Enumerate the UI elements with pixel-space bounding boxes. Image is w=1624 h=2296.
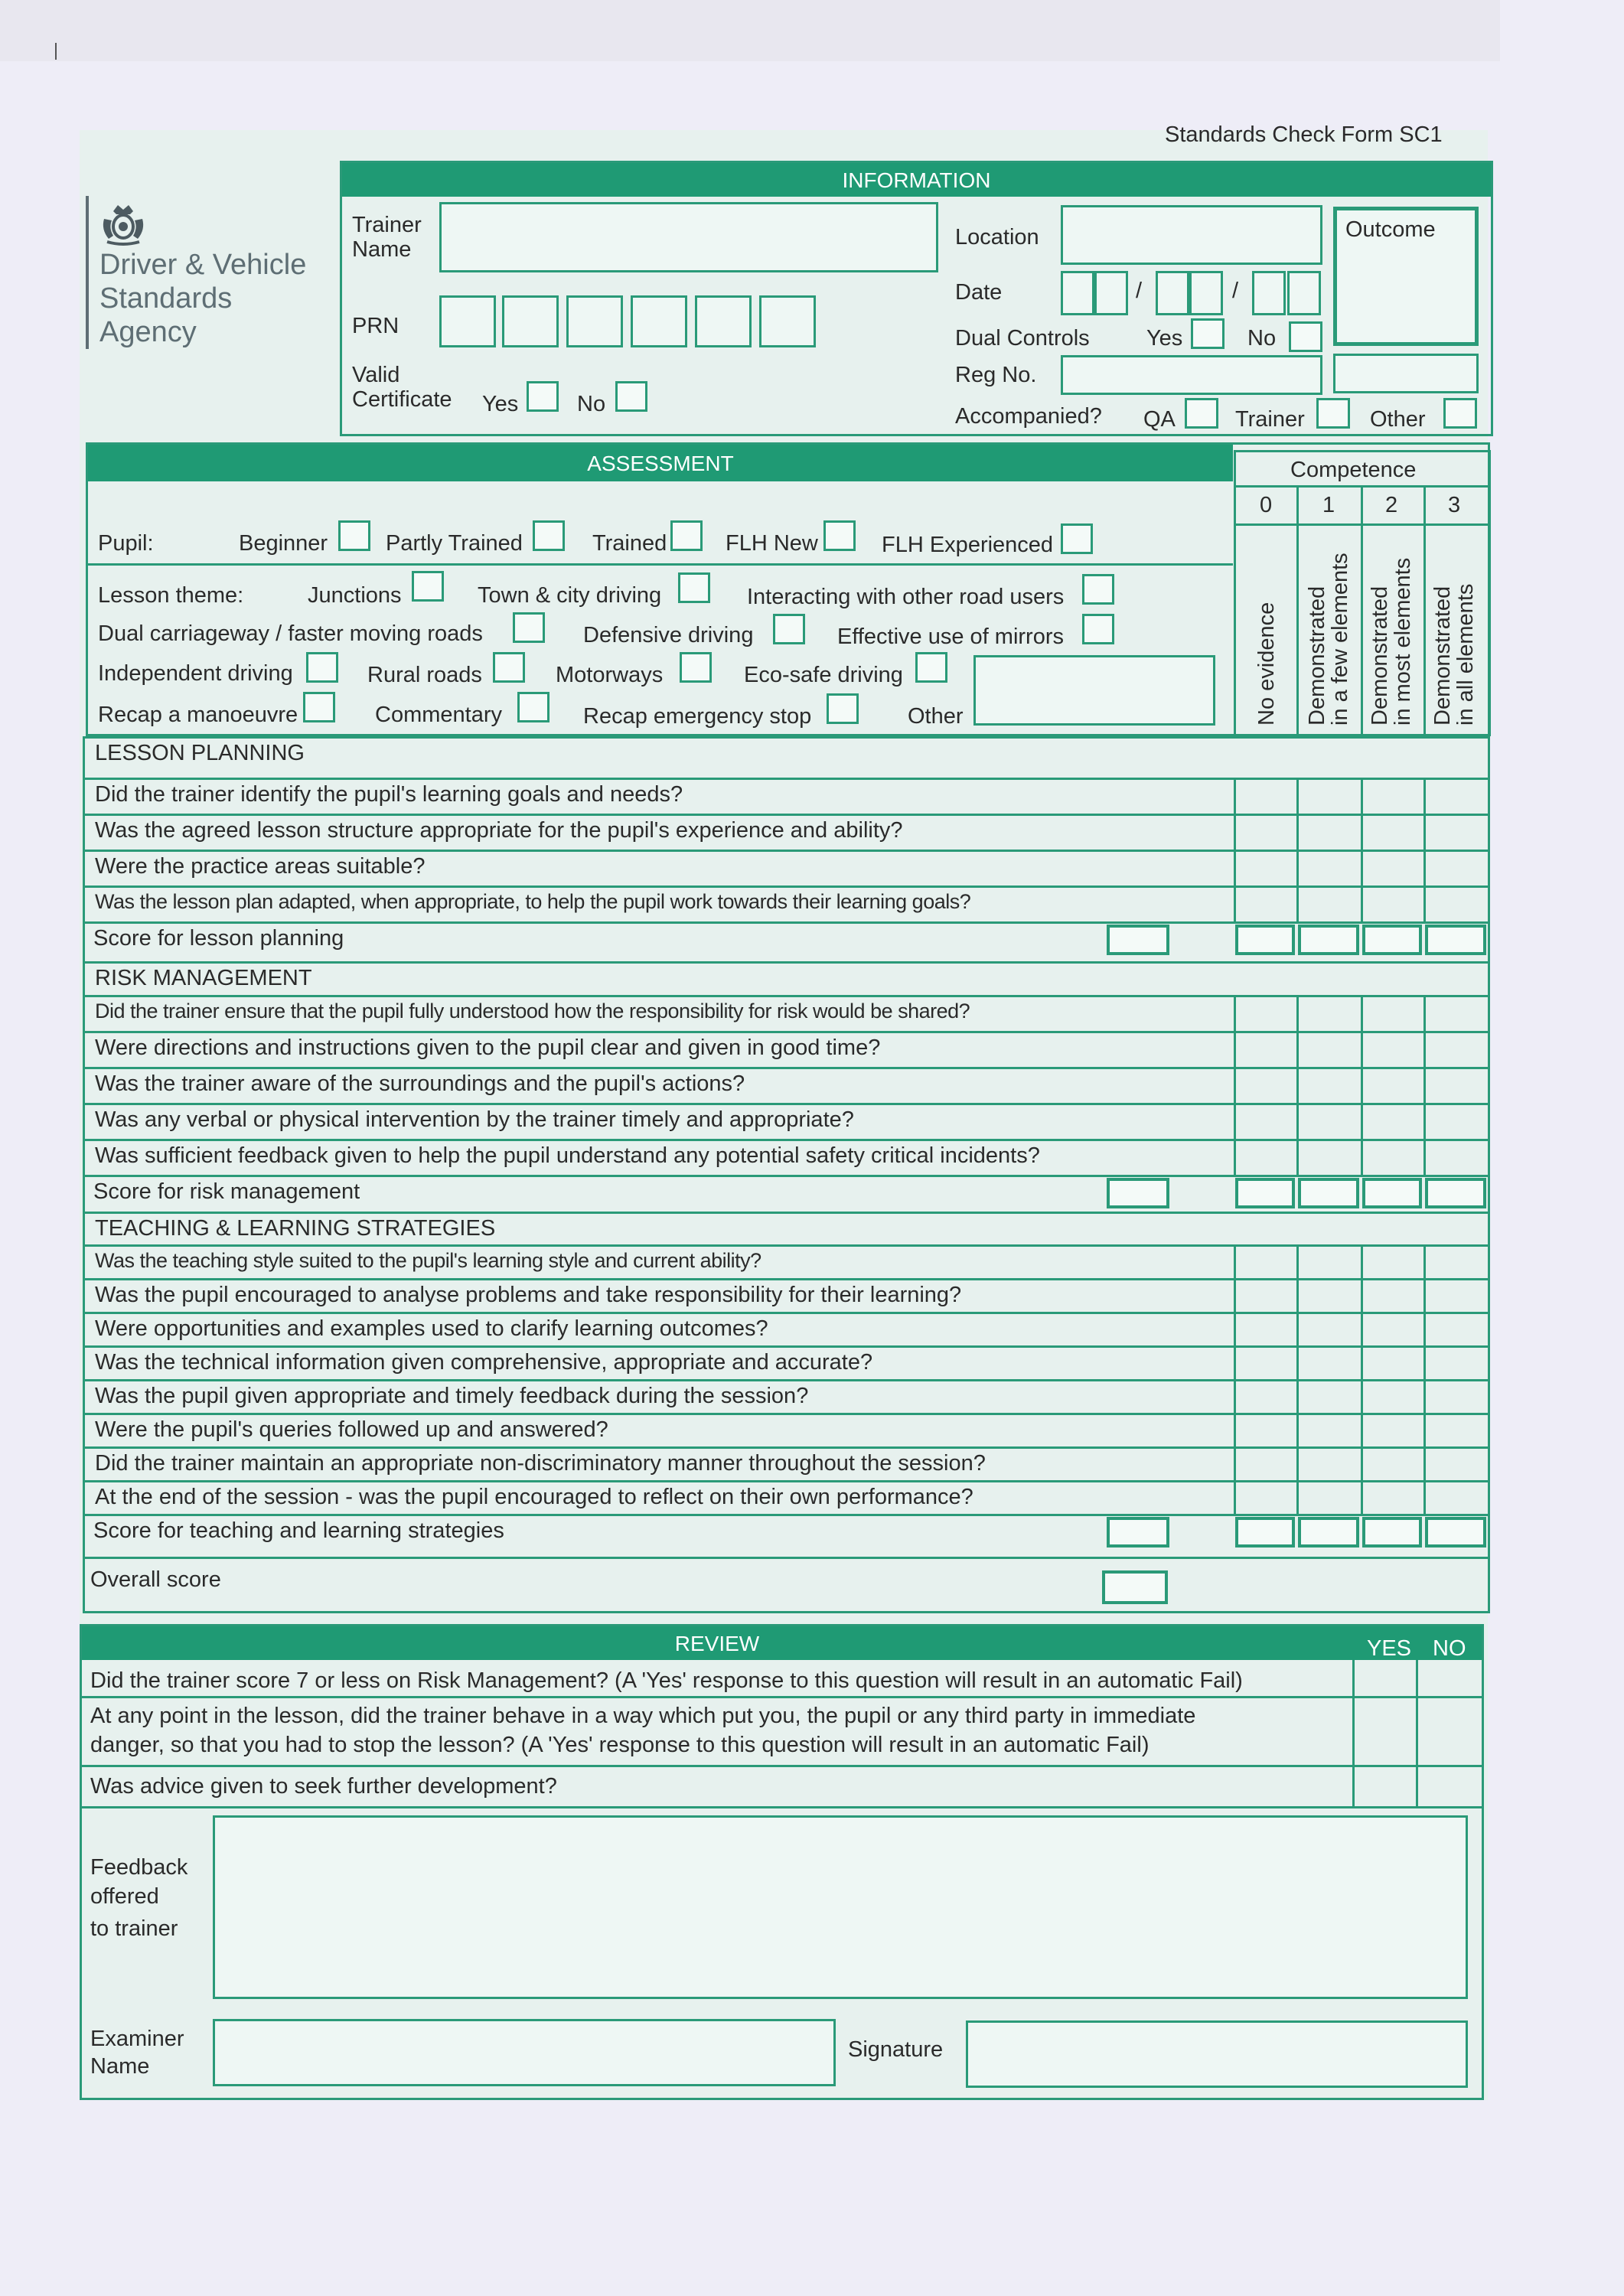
examiner-name-label-2: Name — [90, 2054, 150, 2079]
risk-management-question-2: Were directions and instructions given to the pupil clear and given in good time? — [95, 1035, 881, 1060]
competence-desc-2b: in most elements — [1391, 557, 1415, 726]
lesson-theme-label: Lesson theme: — [98, 583, 244, 608]
competence-desc-3a: Demonstrated — [1430, 585, 1455, 726]
risk-management-q3-score-2[interactable] — [1361, 1067, 1426, 1105]
competence-level-1: 1 — [1322, 493, 1335, 517]
dual-controls-label: Dual Controls — [955, 326, 1090, 351]
risk-management-q5-score-0[interactable] — [1234, 1139, 1299, 1177]
risk-management-question-5: Was sufficient feedback given to help the pupil understand any potential safety critical incidents? — [95, 1143, 1040, 1168]
theme-other-field[interactable] — [973, 655, 1215, 726]
examiner-name-field[interactable] — [213, 2019, 836, 2086]
pupil-flh-new-label: FLH New — [726, 531, 818, 556]
prn-digit-5[interactable] — [695, 295, 752, 347]
competence-col-divider-1 — [1296, 485, 1299, 736]
scan-mark — [55, 43, 57, 60]
teaching-q3-score-1[interactable] — [1296, 1312, 1363, 1348]
date-year-2[interactable] — [1287, 271, 1321, 315]
risk-management-q2-score-3[interactable] — [1423, 1031, 1490, 1069]
risk-management-q3-score-0[interactable] — [1234, 1067, 1299, 1105]
theme-other-label: Other — [908, 704, 964, 729]
pupil-partly-trained-label: Partly Trained — [386, 531, 523, 556]
feedback-field[interactable] — [213, 1815, 1468, 1999]
theme-commentary-checkbox[interactable] — [517, 692, 549, 722]
accompanied-trainer-label: Trainer — [1235, 407, 1305, 432]
review-q3-no-cell[interactable] — [1418, 1767, 1482, 1806]
teaching-score-level-0[interactable] — [1235, 1517, 1295, 1548]
risk-management-q2-score-0[interactable] — [1234, 1031, 1299, 1069]
risk-management-score-level-1[interactable] — [1298, 1178, 1359, 1208]
valid-no-label: No — [577, 392, 606, 416]
dual-controls-yes-checkbox[interactable] — [1191, 318, 1225, 349]
lesson-planning-q2-score-0[interactable] — [1234, 814, 1299, 852]
date-label: Date — [955, 280, 1003, 305]
risk-management-q5-score-2[interactable] — [1361, 1139, 1426, 1177]
risk-management-q3-score-3[interactable] — [1423, 1067, 1490, 1105]
competence-level-3: 3 — [1448, 493, 1461, 517]
theme-ecosafe-checkbox[interactable] — [915, 652, 947, 683]
theme-rural-checkbox[interactable] — [493, 652, 525, 683]
teaching-q3-score-0[interactable] — [1234, 1312, 1299, 1348]
competence-desc-0: No evidence — [1254, 602, 1279, 726]
risk-management-q1-score-2[interactable] — [1361, 995, 1426, 1033]
teaching-q8-score-0[interactable] — [1234, 1480, 1299, 1516]
location-label: Location — [955, 225, 1039, 249]
pupil-beginner-checkbox[interactable] — [338, 520, 370, 551]
theme-junctions-checkbox[interactable] — [412, 571, 444, 602]
review-q3-yes-cell[interactable] — [1355, 1767, 1416, 1806]
risk-management-q2-score-1[interactable] — [1296, 1031, 1363, 1069]
lesson-planning-q2-score-2[interactable] — [1361, 814, 1426, 852]
competence-desc-1b: in a few elements — [1328, 553, 1352, 726]
lesson-planning-title: LESSON PLANNING — [95, 741, 305, 765]
teaching-q2-score-0[interactable] — [1234, 1278, 1299, 1314]
teaching-q8-score-1[interactable] — [1296, 1480, 1363, 1516]
theme-rural-label: Rural roads — [367, 663, 482, 687]
theme-ecosafe-label: Eco-safe driving — [744, 663, 903, 687]
dual-controls-yes-label: Yes — [1146, 326, 1183, 351]
teaching-question-7: Did the trainer maintain an appropriate non-discriminatory manner throughout the session? — [95, 1451, 986, 1476]
teaching-q7-score-3[interactable] — [1423, 1446, 1490, 1482]
accompanied-trainer-checkbox[interactable] — [1316, 398, 1350, 429]
lesson-planning-q4-score-0[interactable] — [1234, 885, 1299, 924]
teaching-question-1: Was the teaching style suited to the pupil's learning style and current ability? — [95, 1249, 761, 1272]
lesson-planning-score-level-3[interactable] — [1425, 925, 1486, 955]
lesson-planning-score-total[interactable] — [1107, 925, 1169, 955]
pupil-trained-label: Trained — [592, 531, 667, 556]
trainer-name-label-2: Name — [352, 237, 412, 262]
teaching-q2-score-1[interactable] — [1296, 1278, 1363, 1314]
risk-management-q4-score-1[interactable] — [1296, 1103, 1363, 1141]
theme-dual-checkbox[interactable] — [513, 612, 545, 643]
scan-top-band — [0, 0, 1500, 61]
overall-score-box[interactable] — [1102, 1570, 1168, 1604]
feedback-label-3: to trainer — [90, 1916, 178, 1941]
teaching-q4-score-3[interactable] — [1423, 1345, 1490, 1381]
valid-yes-checkbox[interactable] — [527, 381, 559, 412]
theme-mirrors-checkbox[interactable] — [1082, 614, 1114, 644]
theme-independent-checkbox[interactable] — [306, 652, 338, 683]
risk-management-question-4: Was any verbal or physical intervention by the trainer timely and appropriate? — [95, 1107, 854, 1132]
teaching-score-divider — [85, 1557, 1488, 1559]
pupil-beginner-label: Beginner — [239, 531, 328, 556]
valid-certificate-label-1: Valid — [352, 363, 400, 387]
review-question-1: Did the trainer score 7 or less on Risk Management? (A 'Yes' response to this question will result in an automatic Fail) — [90, 1668, 1243, 1693]
overall-score-label: Overall score — [90, 1567, 221, 1592]
reg-no-label: Reg No. — [955, 363, 1037, 387]
accompanied-label: Accompanied? — [955, 404, 1102, 429]
theme-junctions-label: Junctions — [308, 583, 402, 608]
lesson-planning-question-2: Was the agreed lesson structure appropriate for the pupil's experience and ability? — [95, 818, 903, 843]
teaching-q6-score-3[interactable] — [1423, 1413, 1490, 1449]
lesson-planning-q1-score-0[interactable] — [1234, 778, 1299, 816]
theme-recap-stop-label: Recap emergency stop — [583, 704, 812, 729]
date-day-1[interactable] — [1061, 271, 1094, 315]
risk-management-q4-score-3[interactable] — [1423, 1103, 1490, 1141]
teaching-q6-score-2[interactable] — [1361, 1413, 1426, 1449]
competence-title: Competence — [1290, 458, 1417, 482]
date-month-2[interactable] — [1189, 271, 1223, 315]
risk-management-q4-score-0[interactable] — [1234, 1103, 1299, 1141]
lesson-planning-q3-score-2[interactable] — [1361, 850, 1426, 888]
competence-level-0: 0 — [1260, 493, 1273, 517]
review-question-2-line1: At any point in the lesson, did the trainer behave in a way which put you, the pupil or any third party in immediate — [90, 1704, 1196, 1728]
teaching-q5-score-2[interactable] — [1361, 1379, 1426, 1415]
lesson-planning-question-3: Were the practice areas suitable? — [95, 854, 426, 879]
teaching-q8-score-3[interactable] — [1423, 1480, 1490, 1516]
review-q1-no-cell[interactable] — [1418, 1662, 1482, 1696]
theme-recap-stop-checkbox[interactable] — [827, 693, 859, 724]
accompanied-qa-label: QA — [1143, 407, 1176, 432]
pupil-row-divider — [88, 563, 1233, 566]
agency-name-line3: Agency — [99, 316, 197, 348]
teaching-q1-score-3[interactable] — [1423, 1244, 1490, 1280]
lesson-planning-question-4: Was the lesson plan adapted, when appropriate, to help the pupil work towards their learning goals? — [95, 890, 971, 913]
prn-digit-6[interactable] — [759, 295, 816, 347]
lesson-planning-q3-score-3[interactable] — [1423, 850, 1490, 888]
teaching-q7-score-0[interactable] — [1234, 1446, 1299, 1482]
review-row-divider-2 — [82, 1765, 1484, 1767]
date-separator-2: / — [1232, 279, 1239, 303]
teaching-q6-score-0[interactable] — [1234, 1413, 1299, 1449]
lesson-planning-q3-score-0[interactable] — [1234, 850, 1299, 888]
trainer-name-field[interactable] — [439, 202, 938, 272]
review-no-label: NO — [1433, 1636, 1466, 1661]
review-header: REVIEW — [82, 1626, 1352, 1660]
theme-mirrors-label: Effective use of mirrors — [837, 625, 1065, 649]
prn-digit-2[interactable] — [502, 295, 559, 347]
lesson-planning-score-level-0[interactable] — [1235, 925, 1295, 955]
agency-name — [99, 248, 306, 349]
competence-level-2: 2 — [1385, 493, 1398, 517]
reg-no-field[interactable] — [1061, 355, 1322, 395]
teaching-question-4: Was the technical information given comprehensive, appropriate and accurate? — [95, 1350, 873, 1375]
review-question-3: Was advice given to seek further development? — [90, 1774, 557, 1799]
date-year-1[interactable] — [1252, 271, 1286, 315]
logo-divider — [86, 196, 89, 349]
lesson-planning-q4-score-2[interactable] — [1361, 885, 1426, 924]
dual-controls-no-label: No — [1247, 326, 1277, 351]
review-yes-label: YES — [1367, 1636, 1412, 1661]
teaching-q5-score-3[interactable] — [1423, 1379, 1490, 1415]
outcome-extra-field[interactable] — [1333, 354, 1479, 393]
review-row-divider-3 — [82, 1806, 1484, 1808]
review-q2-no-cell[interactable] — [1418, 1698, 1482, 1765]
teaching-q7-score-2[interactable] — [1361, 1446, 1426, 1482]
teaching-q5-score-0[interactable] — [1234, 1379, 1299, 1415]
prn-digit-3[interactable] — [566, 295, 623, 347]
agency-name-line1: Driver & Vehicle — [99, 249, 307, 281]
theme-motorways-label: Motorways — [556, 663, 664, 687]
valid-certificate-label-2: Certificate — [352, 387, 452, 412]
risk-management-q1-score-3[interactable] — [1423, 995, 1490, 1033]
theme-town-label: Town & city driving — [478, 583, 662, 608]
lesson-planning-q2-score-3[interactable] — [1423, 814, 1490, 852]
date-month-1[interactable] — [1156, 271, 1189, 315]
teaching-title: TEACHING & LEARNING STRATEGIES — [95, 1216, 496, 1241]
date-day-2[interactable] — [1094, 271, 1128, 315]
teaching-score-level-2[interactable] — [1362, 1517, 1422, 1548]
risk-management-q5-score-3[interactable] — [1423, 1139, 1490, 1177]
competence-desc-2a: Demonstrated — [1368, 585, 1392, 726]
accompanied-other-checkbox[interactable] — [1443, 398, 1477, 429]
risk-management-score-level-0[interactable] — [1235, 1178, 1295, 1208]
teaching-q6-score-1[interactable] — [1296, 1413, 1363, 1449]
signature-label: Signature — [848, 2037, 944, 2062]
teaching-score-label: Score for teaching and learning strategies — [93, 1518, 504, 1543]
competence-col-divider-3 — [1423, 485, 1426, 736]
theme-recap-manoeuvre-label: Recap a manoeuvre — [98, 703, 298, 727]
teaching-q3-score-2[interactable] — [1361, 1312, 1426, 1348]
teaching-question-3: Were opportunities and examples used to clarify learning outcomes? — [95, 1316, 768, 1341]
risk-management-score-divider — [85, 1212, 1488, 1214]
prn-digit-4[interactable] — [631, 295, 687, 347]
teaching-question-8: At the end of the session - was the pupil encouraged to reflect on their own performance? — [95, 1485, 973, 1509]
teaching-q3-score-3[interactable] — [1423, 1312, 1490, 1348]
prn-digit-1[interactable] — [439, 295, 496, 347]
lesson-planning-score-level-2[interactable] — [1362, 925, 1422, 955]
pupil-label: Pupil: — [98, 531, 154, 556]
risk-management-q2-score-2[interactable] — [1361, 1031, 1426, 1069]
royal-crest-icon — [99, 202, 147, 246]
risk-management-score-total[interactable] — [1107, 1178, 1169, 1208]
risk-management-score-level-2[interactable] — [1362, 1178, 1422, 1208]
information-header: INFORMATION — [342, 163, 1491, 197]
teaching-q1-score-1[interactable] — [1296, 1244, 1363, 1280]
feedback-label-1: Feedback — [90, 1855, 188, 1880]
teaching-score-level-3[interactable] — [1425, 1517, 1486, 1548]
teaching-question-6: Were the pupil's queries followed up and answered? — [95, 1417, 608, 1442]
theme-commentary-label: Commentary — [375, 703, 502, 727]
teaching-q4-score-1[interactable] — [1296, 1345, 1363, 1381]
review-q2-yes-cell[interactable] — [1355, 1698, 1416, 1765]
lesson-planning-score-divider — [85, 961, 1488, 964]
review-question-2-line2: danger, so that you had to stop the lesson? (A 'Yes' response to this question will result in an automatic Fail) — [90, 1733, 1150, 1757]
teaching-q2-score-3[interactable] — [1423, 1278, 1490, 1314]
lesson-planning-q4-score-3[interactable] — [1423, 885, 1490, 924]
competence-col-divider-2 — [1361, 485, 1363, 736]
risk-management-q4-score-2[interactable] — [1361, 1103, 1426, 1141]
risk-management-title: RISK MANAGEMENT — [95, 966, 312, 990]
teaching-q4-score-0[interactable] — [1234, 1345, 1299, 1381]
teaching-score-total[interactable] — [1107, 1517, 1169, 1548]
theme-independent-label: Independent driving — [98, 661, 293, 686]
competence-desc-1a: Demonstrated — [1305, 585, 1329, 726]
theme-defensive-checkbox[interactable] — [773, 614, 805, 644]
pupil-trained-checkbox[interactable] — [670, 520, 703, 551]
lesson-planning-q2-score-1[interactable] — [1296, 814, 1363, 852]
prn-label: PRN — [352, 314, 399, 338]
teaching-q1-score-2[interactable] — [1361, 1244, 1426, 1280]
lesson-planning-q1-score-1[interactable] — [1296, 778, 1363, 816]
pupil-flh-experienced-label: FLH Experienced — [882, 533, 1054, 557]
theme-motorways-checkbox[interactable] — [680, 652, 712, 683]
valid-yes-label: Yes — [482, 392, 519, 416]
lesson-planning-q3-score-1[interactable] — [1296, 850, 1363, 888]
risk-management-q3-score-1[interactable] — [1296, 1067, 1363, 1105]
teaching-q4-score-2[interactable] — [1361, 1345, 1426, 1381]
theme-dual-label: Dual carriageway / faster moving roads — [98, 621, 483, 646]
teaching-q8-score-2[interactable] — [1361, 1480, 1426, 1516]
agency-name-line2: Standards — [99, 282, 233, 315]
competence-desc-3b: in all elements — [1453, 583, 1478, 726]
risk-management-question-3: Was the trainer aware of the surroundings and the pupil's actions? — [95, 1071, 745, 1096]
trainer-name-label-1: Trainer — [352, 213, 422, 237]
lesson-planning-score-label: Score for lesson planning — [93, 926, 344, 951]
theme-interacting-checkbox[interactable] — [1082, 574, 1114, 605]
location-field[interactable] — [1061, 205, 1322, 265]
pupil-flh-experienced-checkbox[interactable] — [1061, 523, 1093, 554]
review-q1-yes-cell[interactable] — [1355, 1662, 1416, 1696]
lesson-planning-score-level-1[interactable] — [1298, 925, 1359, 955]
teaching-q7-score-1[interactable] — [1296, 1446, 1363, 1482]
accompanied-qa-checkbox[interactable] — [1185, 398, 1218, 429]
date-separator-1: / — [1136, 279, 1143, 303]
feedback-label-2: offered — [90, 1884, 159, 1909]
outcome-label: Outcome — [1345, 217, 1436, 242]
signature-field[interactable] — [966, 2020, 1468, 2088]
theme-recap-manoeuvre-checkbox[interactable] — [303, 692, 335, 722]
teaching-q2-score-2[interactable] — [1361, 1278, 1426, 1314]
pupil-partly-trained-checkbox[interactable] — [533, 520, 565, 551]
form-title: Standards Check Form SC1 — [1165, 122, 1443, 147]
risk-management-q1-score-1[interactable] — [1296, 995, 1363, 1033]
lesson-planning-q1-score-3[interactable] — [1423, 778, 1490, 816]
assessment-header: ASSESSMENT — [88, 445, 1233, 481]
risk-management-score-level-3[interactable] — [1425, 1178, 1486, 1208]
pupil-flh-new-checkbox[interactable] — [823, 520, 856, 551]
teaching-question-2: Was the pupil encouraged to analyse problems and take responsibility for their learning? — [95, 1283, 962, 1307]
dual-controls-no-checkbox[interactable] — [1289, 321, 1322, 352]
teaching-question-5: Was the pupil given appropriate and timely feedback during the session? — [95, 1384, 809, 1408]
teaching-q5-score-1[interactable] — [1296, 1379, 1363, 1415]
risk-management-question-1: Did the trainer ensure that the pupil fully understood how the responsibility for risk would be shared? — [95, 1000, 970, 1022]
lesson-planning-q1-score-2[interactable] — [1361, 778, 1426, 816]
accompanied-other-label: Other — [1370, 407, 1426, 432]
review-row-divider-1 — [82, 1696, 1484, 1698]
risk-management-q1-score-0[interactable] — [1234, 995, 1299, 1033]
agency-logo — [86, 196, 331, 357]
theme-town-checkbox[interactable] — [678, 572, 710, 603]
risk-management-q5-score-1[interactable] — [1296, 1139, 1363, 1177]
teaching-score-level-1[interactable] — [1298, 1517, 1359, 1548]
risk-management-score-label: Score for risk management — [93, 1179, 360, 1204]
theme-defensive-label: Defensive driving — [583, 623, 754, 647]
theme-interacting-label: Interacting with other road users — [747, 585, 1065, 609]
teaching-q1-score-0[interactable] — [1234, 1244, 1299, 1280]
valid-no-checkbox[interactable] — [615, 381, 647, 412]
examiner-name-label-1: Examiner — [90, 2027, 184, 2051]
lesson-planning-question-1: Did the trainer identify the pupil's learning goals and needs? — [95, 782, 683, 807]
lesson-planning-q4-score-1[interactable] — [1296, 885, 1363, 924]
